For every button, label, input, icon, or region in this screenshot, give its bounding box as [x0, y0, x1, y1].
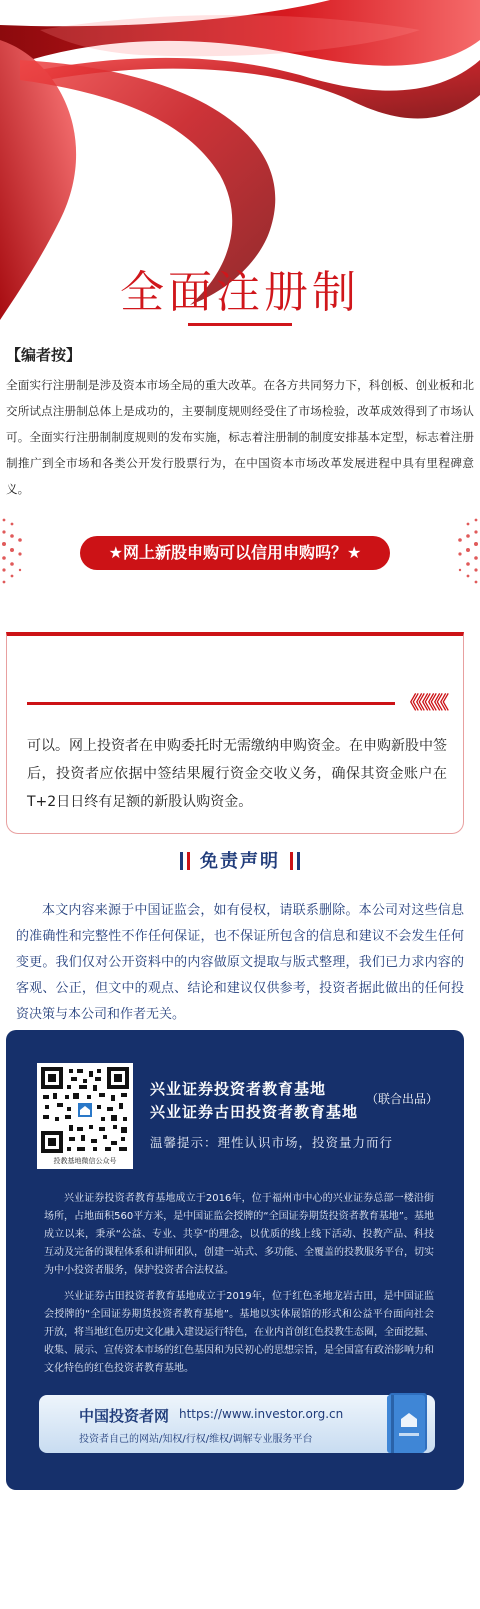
answer-card [6, 632, 464, 834]
gutian-base-intro-paragraph: 兴业证券古田投资者教育基地成立于2019年，位于红色圣地龙岩古田，是中国证监会授牌的“全国证券期货投资者教育基地”。基地以实体展馆的形式和公益平台面向社会开放，将当地红色历史文化融入建设运行特色，在业内首创红色投教生态圈，全面挖掘、收集、展示、宣传资本市场的红色基因和为民初心的思想宗旨，是全国富有政治影响力和文化特色的红色投资者教育基地。 [44, 1291, 434, 1374]
hero-title: 全面注册制 [120, 267, 360, 318]
question-banner: ★网上新股申购可以信用申购吗？★ [80, 536, 390, 570]
answer-text: 可以。网上投资者在申购委托时无需缴纳申购资金。在申购新股中签后，投资者应依据中签结果履行资金交收义务，确保其资金账户在T+2日日终有足额的新股认购资金。 [27, 738, 447, 810]
org-name-secondary: 兴业证券古田投资者教育基地 [150, 1103, 359, 1121]
title-bar-decoration [187, 852, 190, 870]
title-bar-decoration [297, 852, 300, 870]
qr-caption: 投教基地微信公众号 [53, 1157, 117, 1165]
qr-code [37, 1063, 133, 1169]
hero-banner [0, 0, 480, 335]
title-bar-decoration [290, 852, 293, 870]
editor-note-heading: 【编者按】 [6, 346, 82, 364]
title-bar-decoration [180, 852, 183, 870]
site-url-link[interactable]: https://www.investor.org.cn [179, 1407, 344, 1421]
joint-production-label: （联合出品） [366, 1092, 439, 1106]
book-icon [383, 1389, 431, 1455]
qr-code-icon [41, 1067, 129, 1153]
answer-divider-line [27, 702, 395, 705]
site-slogan: 投资者自己的网站/知权/行权/维权/调解专业服务平台 [79, 1434, 313, 1445]
editor-note-body: 全面实行注册制是涉及资本市场全局的重大改革。在各方共同努力下，科创板、创业板和北交所试点注册制总体上是成功的，主要制度规则经受住了市场检验，改革成效得到了市场认可。全面实行注册制制度规则的发布实施，标志着注册制的制度安排基本定型，标志着注册制推广到全市场和各类公开发行股票行为，在中国资本市场改革发展进程中具有里程碑意义。 [6, 378, 474, 496]
left-dot-pattern [0, 510, 30, 600]
right-dot-pattern [450, 510, 480, 600]
site-name: 中国投资者网 [79, 1407, 170, 1425]
base-intro-paragraph: 兴业证券投资者教育基地成立于2016年，位于福州市中心的兴业证券总部一楼沿街场所，占地面积560平方米，是中国证监会授牌的“全国证券期货投资者教育基地”。基地成立以来，秉承“公益、专业、共享”的理念，以优质的线上线下活动、投教产品、科技互动及完备的课程体系和讲师团队，创建一站式、多功能、全覆盖的投教服务平台，切实为中小投资者服务，保护投资者合法权益。 [44, 1193, 434, 1276]
chevrons-left-icon: 《《《《《《 [401, 693, 446, 714]
investor-education-panel [6, 1030, 464, 1490]
disclaimer-title-text: 免责声明 [200, 851, 280, 872]
hero-title-underline [188, 323, 292, 326]
org-name-primary: 兴业证券投资者教育基地 [150, 1080, 327, 1098]
investor-website-banner[interactable] [39, 1395, 435, 1453]
warm-tip: 温馨提示：理性认识市场，投资量力而行 [150, 1135, 394, 1150]
disclaimer-title [0, 847, 480, 873]
disclaimer-text: 本文内容来源于中国证监会，如有侵权，请联系删除。本公司对这些信息的准确性和完整性不作任何保证，也不保证所包含的信息和建议不会发生任何变更。我们仅对公开资料中的内容做原文提取与版式整理，我们已力求内容的客观、公正，但文中的观点、结论和建议仅供参考，投资者据此做出的任何投资决策与本公司和作者无关。 [16, 903, 464, 1022]
